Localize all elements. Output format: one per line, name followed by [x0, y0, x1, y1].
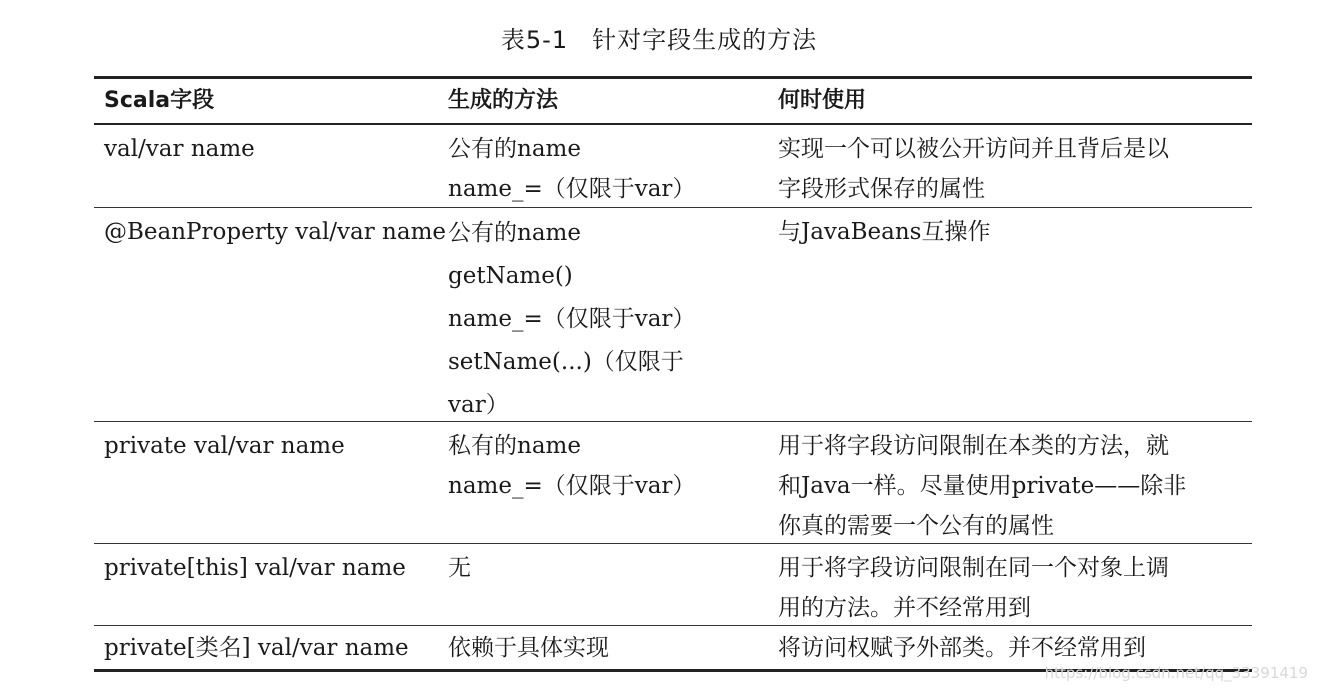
method-line: name_=（仅限于var） [448, 306, 696, 332]
methods-cell [438, 548, 768, 625]
field-cell [94, 212, 447, 421]
usage-line: 用于将字段访问限制在本类的方法，就 [778, 433, 1169, 459]
header-generated-methods: 生成的方法 [448, 88, 559, 113]
table-caption [0, 20, 1318, 55]
source-watermark: https://blog.csdn.net/qq_33391419 [1044, 664, 1308, 682]
field-text: val/var name [104, 136, 255, 162]
usage-line: 将访问权赋予外部类。并不经常用到 [778, 635, 1146, 661]
usage-line: 用的方法。并不经常用到 [778, 595, 1031, 621]
methods-cell [438, 212, 768, 421]
usage-cell [768, 548, 1252, 625]
method-line: 私有的name [448, 433, 581, 459]
usage-line: 和Java一样。尽量使用private——除非 [778, 473, 1187, 499]
fields-table [94, 76, 1252, 672]
method-line: 公有的name [448, 220, 581, 246]
table-header-row [94, 79, 1252, 125]
field-text: private[类名] val/var name [104, 635, 409, 661]
table-row [94, 543, 1252, 625]
method-line: name_=（仅限于var） [448, 176, 696, 202]
table-row [94, 207, 1252, 421]
usage-line: 实现一个可以被公开访问并且背后是以 [778, 136, 1169, 162]
methods-cell [438, 129, 768, 207]
table-row [94, 421, 1252, 543]
field-text: @BeanProperty val/var name [104, 219, 447, 245]
field-cell [94, 548, 438, 625]
header-when-to-use: 何时使用 [778, 88, 867, 113]
field-cell [94, 628, 438, 669]
methods-cell [438, 628, 768, 669]
usage-line: 字段形式保存的属性 [778, 176, 985, 202]
usage-line: 与JavaBeans互操作 [778, 219, 991, 245]
usage-line: 你真的需要一个公有的属性 [778, 513, 1054, 539]
field-text: private[this] val/var name [104, 555, 406, 581]
field-cell [94, 129, 438, 207]
method-line: name_=（仅限于var） [448, 473, 696, 499]
usage-cell [768, 628, 1252, 669]
method-line: getName() [448, 263, 573, 289]
field-text: private val/var name [104, 433, 345, 459]
method-line: var） [448, 392, 509, 418]
usage-cell [768, 426, 1252, 543]
usage-cell [768, 212, 1252, 421]
table-row [94, 625, 1252, 669]
header-scala-field: Scala字段 [104, 88, 215, 113]
method-line: setName(...)（仅限于 [448, 349, 684, 375]
method-line: 依赖于具体实现 [448, 635, 609, 661]
table-number: 表5-1 [500, 26, 569, 54]
table-row [94, 125, 1252, 207]
methods-cell [438, 426, 768, 543]
usage-line: 用于将字段访问限制在同一个对象上调 [778, 555, 1169, 581]
method-line: 无 [448, 555, 471, 581]
field-cell [94, 426, 438, 543]
table-title: 针对字段生成的方法 [592, 26, 818, 54]
usage-cell [768, 129, 1252, 207]
method-line: 公有的name [448, 136, 581, 162]
